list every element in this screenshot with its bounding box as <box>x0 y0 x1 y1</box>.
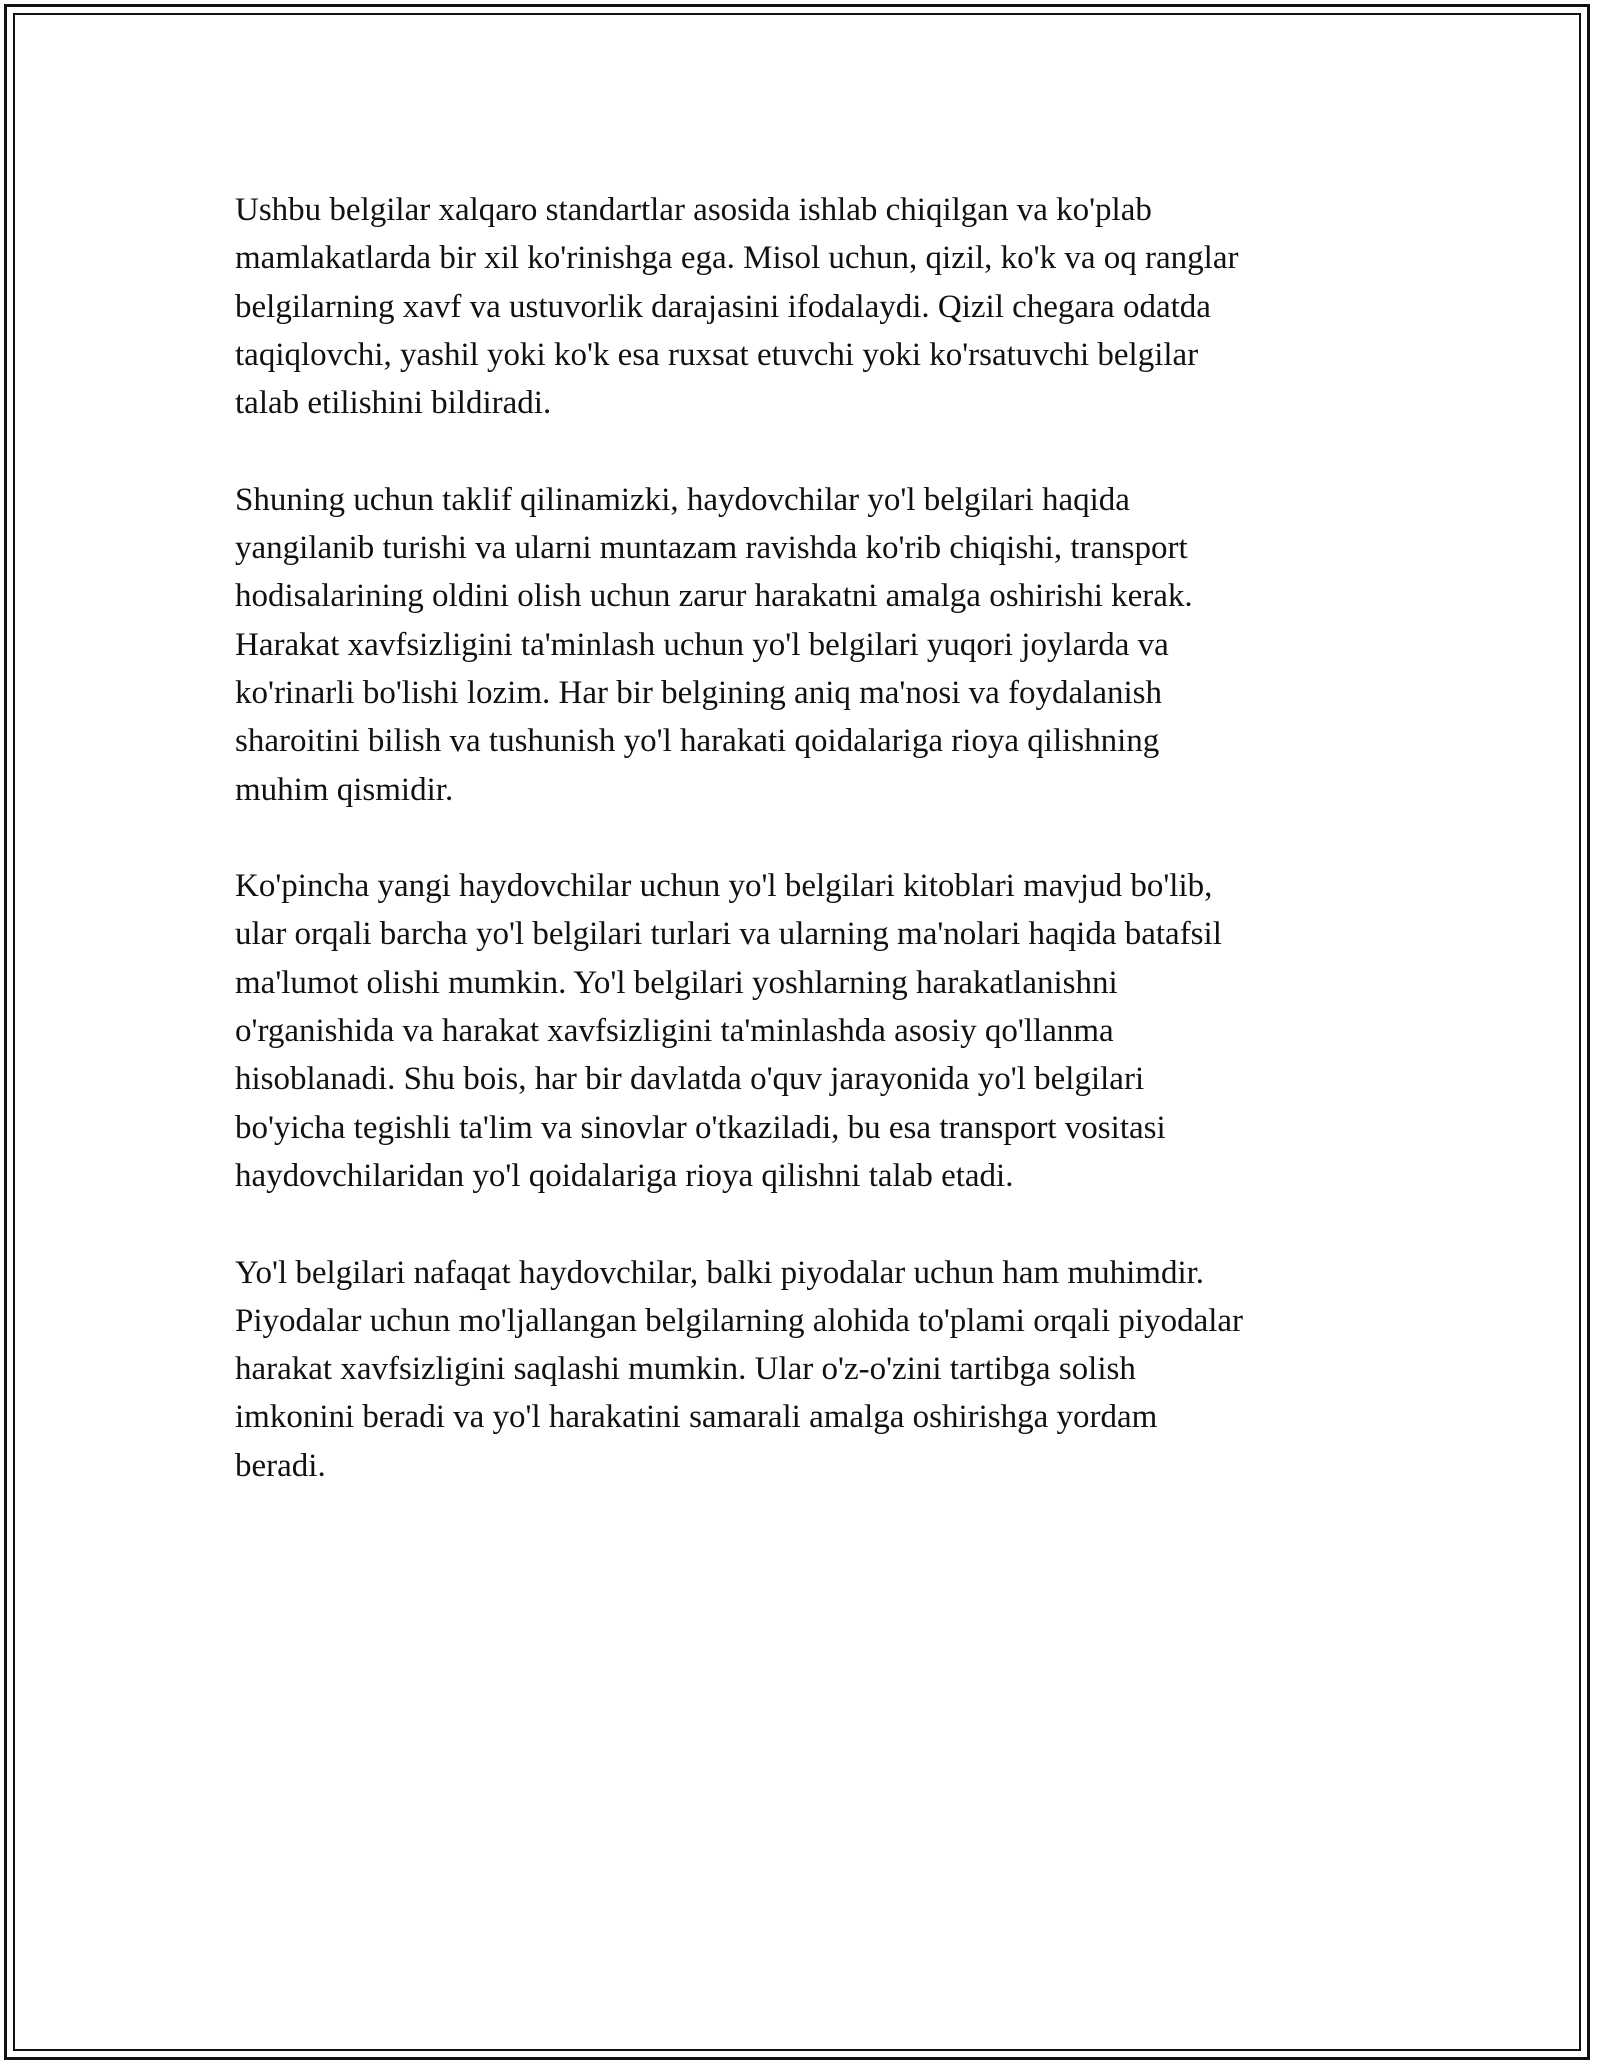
paragraph-line: Ushbu belgilar xalqaro standartlar asosida ishlab chiqilgan va ko'plab <box>235 192 1152 228</box>
paragraph-line: Yo'l belgilari nafaqat haydovchilar, balki piyodalar uchun ham muhimdir. <box>235 1254 1205 1291</box>
paragraph-line: ko'rinarli bo'lishi lozim. Har bir belgining aniq ma'nosi va foydalanish <box>235 674 1162 711</box>
paragraph-line: Piyodalar uchun mo'ljallangan belgilarning alohida to'plami orqali piyodalar <box>235 1302 1244 1339</box>
paragraph-line: ma'lumot olishi mumkin. Yo'l belgilari yoshlarning harakatlanishni <box>235 964 1118 1001</box>
paragraph-line: mamlakatlarda bir xil ko'rinishga ega. Misol uchun, qizil, ko'k va oq ranglar <box>235 240 1239 277</box>
paragraph-line: beradi. <box>235 1447 326 1484</box>
paragraph-line: taqiqlovchi, yashil yoki ko'k esa ruxsat etuvchi yoki ko'rsatuvchi belgilar <box>235 336 1199 373</box>
paragraph-line: Shuning uchun taklif qilinamizki, haydovchilar yo'l belgilari haqida <box>235 481 1130 518</box>
paragraph-line: haydovchilaridan yo'l qoidalariga rioya qilishni talab etadi. <box>235 1157 1014 1194</box>
document-body <box>235 186 1365 1538</box>
paragraph-line: imkonini beradi va yo'l harakatini samarali amalga oshirishga yordam <box>235 1399 1158 1436</box>
paragraph-line: yangilanib turishi va ularni muntazam ravishda ko'rib chiqishi, transport <box>235 530 1188 567</box>
paragraph-line: hodisalarining oldini olish uchun zarur harakatni amalga oshirishi kerak. <box>235 578 1193 615</box>
paragraph-line: Harakat xavfsizligini ta'minlash uchun yo'l belgilari yuqori joylarda va <box>235 626 1169 663</box>
paragraph-line: bo'yicha tegishli ta'lim va sinovlar o'tkaziladi, bu esa transport vositasi <box>235 1109 1166 1146</box>
paragraph-line: Ko'pincha yangi haydovchilar uchun yo'l belgilari kitoblari mavjud bo'lib, <box>235 868 1213 905</box>
paragraph-4 <box>235 1249 1365 1490</box>
paragraph-3 <box>235 862 1365 1200</box>
paragraph-line: belgilarning xavf va ustuvorlik darajasini ifodalaydi. Qizil chegara odatda <box>235 288 1211 325</box>
paragraph-2 <box>235 476 1365 814</box>
paragraph-1 <box>235 186 1365 427</box>
paragraph-line: ular orqali barcha yo'l belgilari turlari va ularning ma'nolari haqida batafsil <box>235 916 1222 953</box>
paragraph-line: muhim qismidir. <box>235 771 454 808</box>
paragraph-line: hisoblanadi. Shu bois, har bir davlatda o'quv jarayonida yo'l belgilari <box>235 1061 1145 1098</box>
paragraph-line: sharoitini bilish va tushunish yo'l harakati qoidalariga rioya qilishning <box>235 723 1160 760</box>
paragraph-line: talab etilishini bildiradi. <box>235 385 552 422</box>
paragraph-line: harakat xavfsizligini saqlashi mumkin. Ular o'z-o'zini tartibga solish <box>235 1351 1136 1388</box>
paragraph-line: o'rganishida va harakat xavfsizligini ta'minlashda asosiy qo'llanma <box>235 1013 1114 1050</box>
